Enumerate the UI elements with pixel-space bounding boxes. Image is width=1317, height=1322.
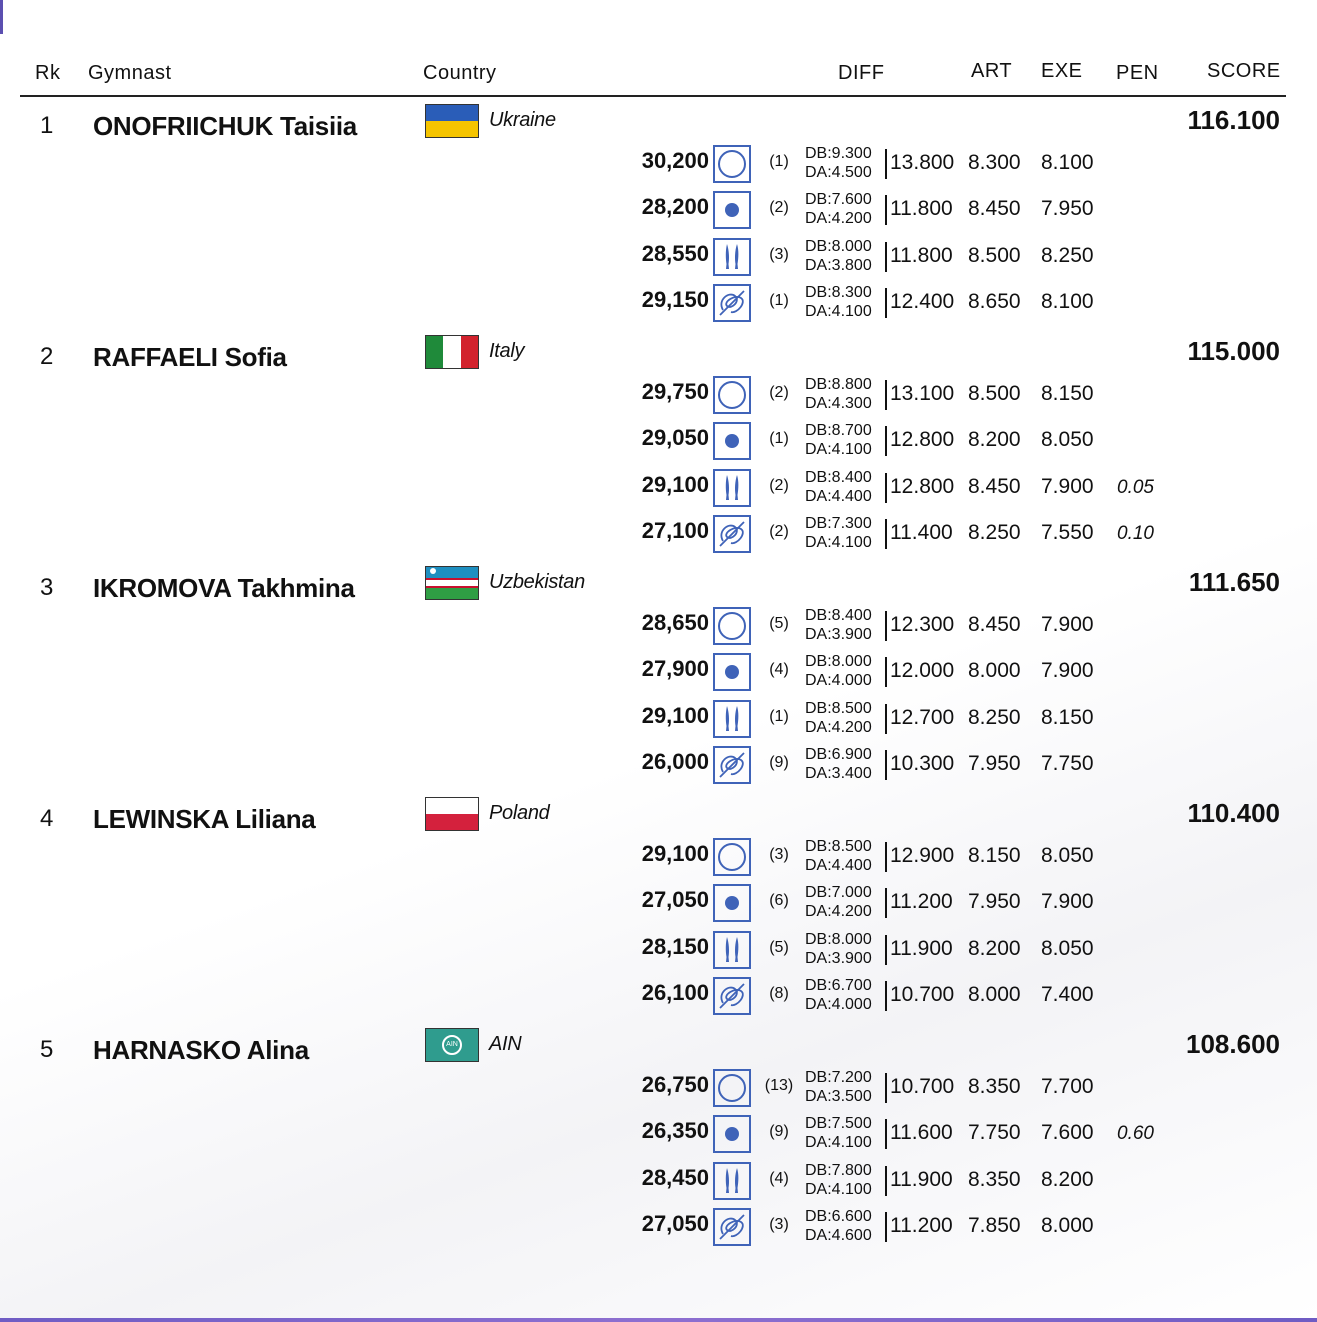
apparatus-score: 29,050 <box>641 425 709 450</box>
execution-score: 7.400 <box>1041 983 1094 1006</box>
penalty: 0.10 <box>1117 523 1154 544</box>
gymnast-name: HARNASKO Alina <box>93 1035 309 1065</box>
gymnast-rank: 1 <box>40 112 54 139</box>
apparatus-row-ball <box>0 189 1317 235</box>
header-rk: Rk <box>35 62 61 84</box>
apparatus-rank: (2) <box>769 199 789 216</box>
gymnast-name: ONOFRIICHUK Taisiia <box>93 111 357 141</box>
execution-score: 8.100 <box>1041 290 1094 313</box>
difficulty-apparatus: DA:3.900 <box>805 626 872 643</box>
apparatus-rank: (3) <box>769 1216 789 1233</box>
apparatus-rank: (9) <box>769 754 789 771</box>
diff-separator <box>885 380 887 410</box>
execution-score: 8.000 <box>1041 1214 1094 1237</box>
execution-score: 7.600 <box>1041 1121 1094 1144</box>
artistry-score: 8.450 <box>968 197 1021 220</box>
penalty: 0.05 <box>1117 477 1154 498</box>
apparatus-score: 29,150 <box>641 287 709 312</box>
diff-separator <box>885 519 887 549</box>
country-name: Poland <box>489 802 550 824</box>
execution-score: 8.050 <box>1041 937 1094 960</box>
difficulty-apparatus: DA:4.100 <box>805 534 872 551</box>
diff-separator <box>885 1212 887 1242</box>
apparatus-score: 27,100 <box>641 518 709 543</box>
diff-separator <box>885 750 887 780</box>
artistry-score: 8.300 <box>968 151 1021 174</box>
difficulty-body: DB:8.000 <box>805 238 872 255</box>
header-art: ART <box>971 60 1013 82</box>
difficulty-total: 11.400 <box>890 521 953 544</box>
difficulty-body: DB:8.300 <box>805 284 872 301</box>
apparatus-score: 27,050 <box>641 887 709 912</box>
difficulty-total: 11.200 <box>890 890 953 913</box>
total-score: 116.100 <box>1187 105 1280 135</box>
hoop-icon <box>713 376 751 414</box>
diff-separator <box>885 611 887 641</box>
apparatus-row-ball <box>0 651 1317 697</box>
apparatus-row-clubs <box>0 467 1317 513</box>
apparatus-rank: (1) <box>769 292 789 309</box>
apparatus-score: 28,550 <box>641 241 709 266</box>
apparatus-rank: (2) <box>769 477 789 494</box>
difficulty-total: 12.300 <box>890 613 955 636</box>
difficulty-apparatus: DA:4.600 <box>805 1227 872 1244</box>
difficulty-total: 12.800 <box>890 428 955 451</box>
artistry-score: 8.250 <box>968 706 1021 729</box>
difficulty-body: DB:8.500 <box>805 838 872 855</box>
difficulty-total: 11.200 <box>890 1214 953 1237</box>
apparatus-rank: (1) <box>769 708 789 725</box>
artistry-score: 8.350 <box>968 1075 1021 1098</box>
artistry-score: 8.150 <box>968 844 1021 867</box>
header-diff: DIFF <box>838 62 885 84</box>
gymnast-entry <box>0 100 1317 331</box>
difficulty-total: 12.000 <box>890 659 955 682</box>
difficulty-body: DB:6.600 <box>805 1208 872 1225</box>
clubs-icon <box>713 469 751 507</box>
difficulty-body: DB:8.000 <box>805 931 872 948</box>
difficulty-apparatus: DA:4.100 <box>805 303 872 320</box>
apparatus-row-clubs <box>0 236 1317 282</box>
difficulty-total: 11.800 <box>890 197 953 220</box>
execution-score: 7.900 <box>1041 613 1094 636</box>
artistry-score: 7.950 <box>968 752 1021 775</box>
gymnast-entry <box>0 1024 1317 1255</box>
diff-separator <box>885 1073 887 1103</box>
execution-score: 7.950 <box>1041 197 1094 220</box>
diff-separator <box>885 426 887 456</box>
difficulty-total: 12.400 <box>890 290 955 313</box>
artistry-score: 8.450 <box>968 475 1021 498</box>
difficulty-total: 12.800 <box>890 475 955 498</box>
difficulty-total: 12.900 <box>890 844 955 867</box>
clubs-icon <box>713 1162 751 1200</box>
gymnast-rank: 4 <box>40 805 54 832</box>
ball-icon <box>713 653 751 691</box>
apparatus-row-ribbon <box>0 975 1317 1021</box>
clubs-icon <box>713 238 751 276</box>
hoop-icon <box>713 1069 751 1107</box>
artistry-score: 8.350 <box>968 1168 1021 1191</box>
clubs-icon <box>713 700 751 738</box>
country-flag-poland <box>425 797 479 831</box>
difficulty-apparatus: DA:4.300 <box>805 395 872 412</box>
difficulty-total: 12.700 <box>890 706 955 729</box>
apparatus-score: 29,100 <box>641 841 709 866</box>
difficulty-apparatus: DA:4.400 <box>805 857 872 874</box>
apparatus-row-clubs <box>0 1160 1317 1206</box>
difficulty-total: 10.300 <box>890 752 955 775</box>
artistry-score: 8.200 <box>968 937 1021 960</box>
execution-score: 8.050 <box>1041 844 1094 867</box>
difficulty-body: DB:8.800 <box>805 376 872 393</box>
difficulty-apparatus: DA:3.500 <box>805 1088 872 1105</box>
artistry-score: 8.250 <box>968 521 1021 544</box>
difficulty-body: DB:6.900 <box>805 746 872 763</box>
header-exe: EXE <box>1041 60 1083 82</box>
apparatus-row-hoop <box>0 1067 1317 1113</box>
difficulty-total: 10.700 <box>890 1075 955 1098</box>
hoop-icon <box>713 145 751 183</box>
hoop-icon <box>713 838 751 876</box>
difficulty-body: DB:7.500 <box>805 1115 872 1132</box>
execution-score: 7.900 <box>1041 475 1094 498</box>
gymnast-name: IKROMOVA Takhmina <box>93 573 355 603</box>
total-score: 111.650 <box>1188 567 1280 597</box>
artistry-score: 8.500 <box>968 244 1021 267</box>
difficulty-apparatus: DA:3.900 <box>805 950 872 967</box>
header-country: Country <box>423 62 497 84</box>
apparatus-score: 29,100 <box>641 472 709 497</box>
execution-score: 8.100 <box>1041 151 1094 174</box>
ribbon-icon <box>713 746 751 784</box>
gymnast-rank: 2 <box>40 343 54 370</box>
apparatus-rank: (13) <box>764 1077 794 1094</box>
ball-icon <box>713 1115 751 1153</box>
gymnast-rank: 5 <box>40 1036 54 1063</box>
bottom-accent-bar <box>0 1318 1317 1322</box>
gymnast-entry <box>0 562 1317 793</box>
execution-score: 8.250 <box>1041 244 1094 267</box>
difficulty-apparatus: DA:3.400 <box>805 765 872 782</box>
apparatus-score: 28,450 <box>641 1165 709 1190</box>
execution-score: 7.750 <box>1041 752 1094 775</box>
ribbon-icon <box>713 977 751 1015</box>
diff-separator <box>885 704 887 734</box>
difficulty-body: DB:7.600 <box>805 191 872 208</box>
apparatus-row-hoop <box>0 836 1317 882</box>
difficulty-body: DB:7.000 <box>805 884 872 901</box>
apparatus-score: 27,900 <box>641 656 709 681</box>
apparatus-rank: (2) <box>769 523 789 540</box>
difficulty-apparatus: DA:4.000 <box>805 672 872 689</box>
apparatus-rank: (8) <box>769 985 789 1002</box>
apparatus-row-hoop <box>0 143 1317 189</box>
apparatus-score: 26,000 <box>641 749 709 774</box>
header-pen: PEN <box>1116 62 1159 84</box>
ball-icon <box>713 884 751 922</box>
apparatus-row-ribbon <box>0 513 1317 559</box>
difficulty-apparatus: DA:3.800 <box>805 257 872 274</box>
gymnast-name: LEWINSKA Liliana <box>93 804 316 834</box>
header-gymnast: Gymnast <box>88 62 172 84</box>
difficulty-body: DB:8.500 <box>805 700 872 717</box>
execution-score: 8.050 <box>1041 428 1094 451</box>
apparatus-row-ribbon <box>0 744 1317 790</box>
diff-separator <box>885 1119 887 1149</box>
difficulty-total: 10.700 <box>890 983 955 1006</box>
apparatus-row-clubs <box>0 929 1317 975</box>
diff-separator <box>885 842 887 872</box>
country-name: AIN <box>489 1033 522 1055</box>
difficulty-apparatus: DA:4.000 <box>805 996 872 1013</box>
difficulty-apparatus: DA:4.100 <box>805 1181 872 1198</box>
difficulty-apparatus: DA:4.400 <box>805 488 872 505</box>
header-score: SCORE <box>1207 60 1281 82</box>
apparatus-rank: (9) <box>769 1123 789 1140</box>
apparatus-score: 28,200 <box>641 194 709 219</box>
artistry-score: 8.200 <box>968 428 1021 451</box>
total-score: 108.600 <box>1186 1029 1280 1059</box>
difficulty-body: DB:7.200 <box>805 1069 872 1086</box>
country-name: Uzbekistan <box>489 571 585 593</box>
left-accent-bar <box>0 0 3 34</box>
gymnast-entry <box>0 331 1317 562</box>
difficulty-body: DB:7.300 <box>805 515 872 532</box>
difficulty-body: DB:8.700 <box>805 422 872 439</box>
gymnast-rank: 3 <box>40 574 54 601</box>
apparatus-row-ribbon <box>0 282 1317 328</box>
total-score: 115.000 <box>1187 336 1280 366</box>
apparatus-rank: (4) <box>769 1170 789 1187</box>
artistry-score: 7.750 <box>968 1121 1021 1144</box>
country-flag-uzbekistan <box>425 566 479 600</box>
total-score: 110.400 <box>1187 798 1280 828</box>
diff-separator <box>885 1166 887 1196</box>
apparatus-rank: (5) <box>769 939 789 956</box>
execution-score: 7.900 <box>1041 659 1094 682</box>
ain-emblem: AIN <box>442 1035 462 1055</box>
penalty: 0.60 <box>1117 1123 1154 1144</box>
country-name: Italy <box>489 340 525 362</box>
execution-score: 8.150 <box>1041 382 1094 405</box>
country-flag-italy <box>425 335 479 369</box>
apparatus-score: 27,050 <box>641 1211 709 1236</box>
artistry-score: 8.000 <box>968 983 1021 1006</box>
apparatus-score: 28,150 <box>641 934 709 959</box>
apparatus-row-hoop <box>0 605 1317 651</box>
ribbon-icon <box>713 1208 751 1246</box>
difficulty-apparatus: DA:4.500 <box>805 164 872 181</box>
apparatus-score: 26,350 <box>641 1118 709 1143</box>
gymnast-entry <box>0 793 1317 1024</box>
difficulty-apparatus: DA:4.200 <box>805 719 872 736</box>
artistry-score: 8.450 <box>968 613 1021 636</box>
apparatus-row-ribbon <box>0 1206 1317 1252</box>
difficulty-body: DB:8.000 <box>805 653 872 670</box>
difficulty-body: DB:7.800 <box>805 1162 872 1179</box>
diff-separator <box>885 149 887 179</box>
apparatus-score: 29,100 <box>641 703 709 728</box>
execution-score: 8.200 <box>1041 1168 1094 1191</box>
difficulty-total: 11.900 <box>890 1168 953 1191</box>
apparatus-score: 26,750 <box>641 1072 709 1097</box>
apparatus-rank: (3) <box>769 246 789 263</box>
country-flag-ukraine <box>425 104 479 138</box>
country-flag-ain <box>425 1028 479 1062</box>
apparatus-score: 28,650 <box>641 610 709 635</box>
execution-score: 7.550 <box>1041 521 1094 544</box>
difficulty-apparatus: DA:4.200 <box>805 210 872 227</box>
diff-separator <box>885 195 887 225</box>
execution-score: 7.900 <box>1041 890 1094 913</box>
difficulty-total: 11.600 <box>890 1121 953 1144</box>
apparatus-rank: (1) <box>769 430 789 447</box>
apparatus-score: 26,100 <box>641 980 709 1005</box>
artistry-score: 7.850 <box>968 1214 1021 1237</box>
diff-separator <box>885 473 887 503</box>
difficulty-total: 13.100 <box>890 382 955 405</box>
difficulty-apparatus: DA:4.100 <box>805 441 872 458</box>
apparatus-rank: (1) <box>769 153 789 170</box>
ball-icon <box>713 191 751 229</box>
difficulty-total: 11.900 <box>890 937 953 960</box>
diff-separator <box>885 288 887 318</box>
apparatus-rank: (6) <box>769 892 789 909</box>
apparatus-rank: (4) <box>769 661 789 678</box>
diff-separator <box>885 935 887 965</box>
difficulty-apparatus: DA:4.200 <box>805 903 872 920</box>
diff-separator <box>885 981 887 1011</box>
apparatus-row-clubs <box>0 698 1317 744</box>
diff-separator <box>885 888 887 918</box>
apparatus-row-ball <box>0 420 1317 466</box>
header-divider <box>20 95 1286 97</box>
artistry-score: 8.000 <box>968 659 1021 682</box>
apparatus-row-ball <box>0 882 1317 928</box>
difficulty-body: DB:8.400 <box>805 469 872 486</box>
difficulty-body: DB:9.300 <box>805 145 872 162</box>
apparatus-rank: (2) <box>769 384 789 401</box>
apparatus-score: 30,200 <box>641 148 709 173</box>
difficulty-total: 13.800 <box>890 151 955 174</box>
clubs-icon <box>713 931 751 969</box>
ball-icon <box>713 422 751 460</box>
artistry-score: 8.650 <box>968 290 1021 313</box>
ribbon-icon <box>713 515 751 553</box>
execution-score: 7.700 <box>1041 1075 1094 1098</box>
ribbon-icon <box>713 284 751 322</box>
difficulty-body: DB:8.400 <box>805 607 872 624</box>
apparatus-row-ball <box>0 1113 1317 1159</box>
difficulty-apparatus: DA:4.100 <box>805 1134 872 1151</box>
hoop-icon <box>713 607 751 645</box>
diff-separator <box>885 242 887 272</box>
artistry-score: 7.950 <box>968 890 1021 913</box>
diff-separator <box>885 657 887 687</box>
artistry-score: 8.500 <box>968 382 1021 405</box>
apparatus-rank: (5) <box>769 615 789 632</box>
difficulty-total: 11.800 <box>890 244 953 267</box>
difficulty-body: DB:6.700 <box>805 977 872 994</box>
apparatus-score: 29,750 <box>641 379 709 404</box>
country-name: Ukraine <box>489 109 556 131</box>
execution-score: 8.150 <box>1041 706 1094 729</box>
gymnast-name: RAFFAELI Sofia <box>93 342 287 372</box>
apparatus-rank: (3) <box>769 846 789 863</box>
apparatus-row-hoop <box>0 374 1317 420</box>
